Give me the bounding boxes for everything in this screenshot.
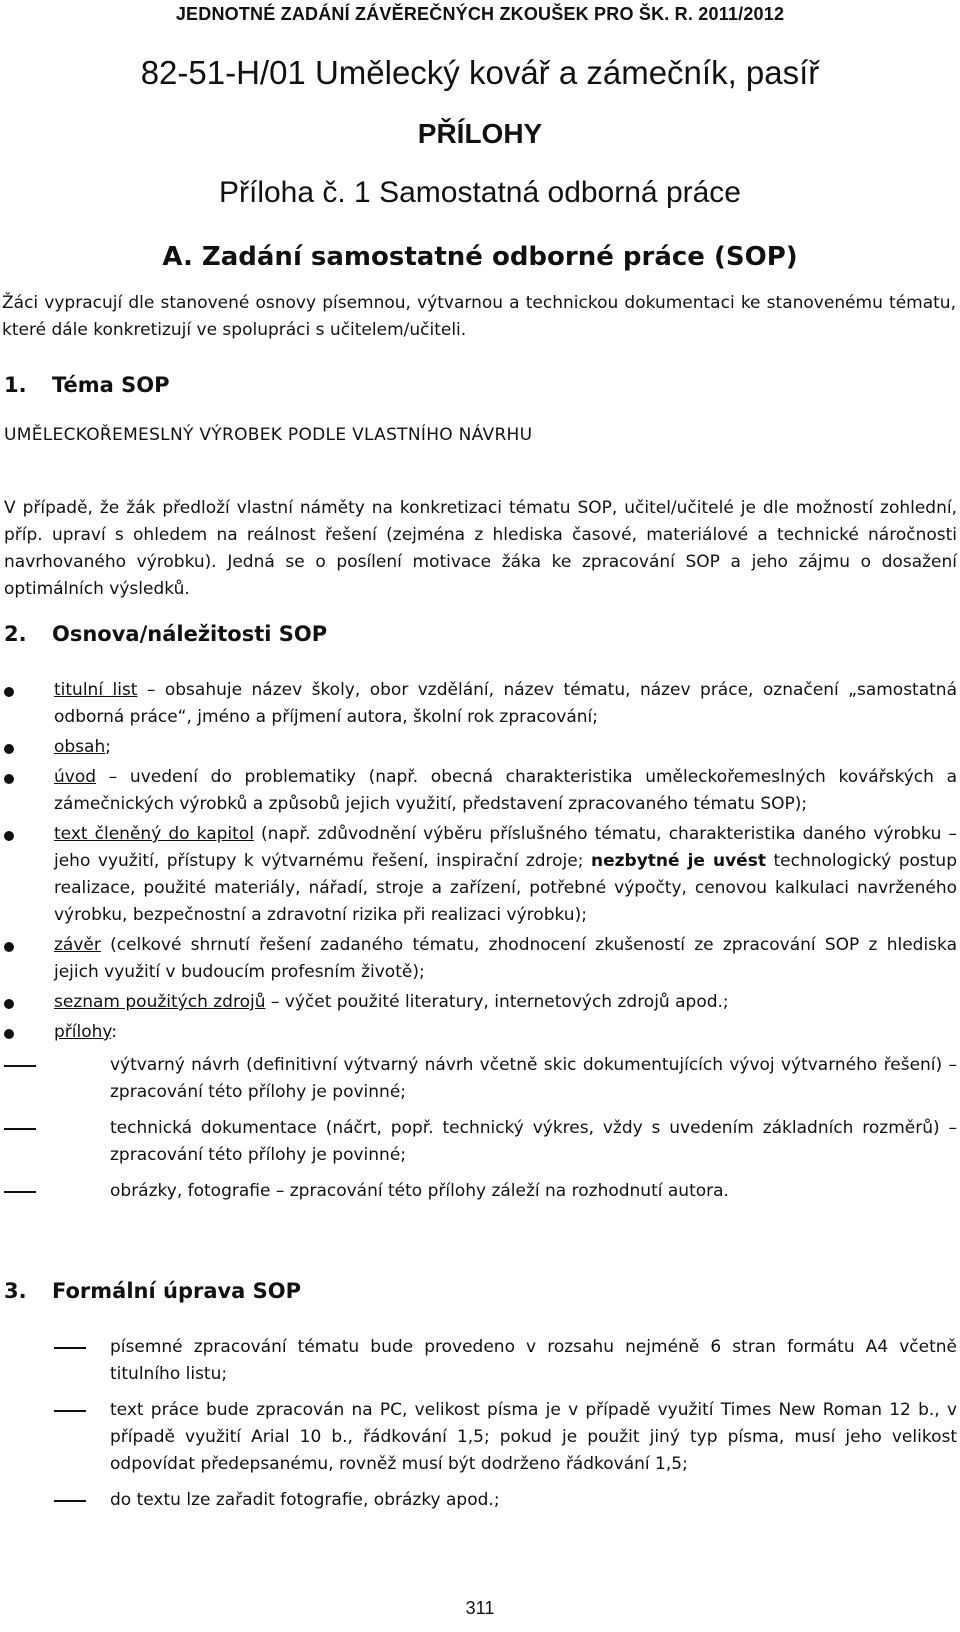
section-2-number: 2. (4, 622, 27, 646)
section-3-number: 3. (4, 1279, 27, 1303)
item-term: seznam použitých zdrojů (54, 992, 266, 1012)
sub-list-item (54, 1052, 957, 1106)
item-term: titulní list (54, 680, 138, 700)
item-text: (celkové shrnutí řešení zadaného tématu, zhodnocení zkušeností ze zpracování SOP z hlediska jejich využití v budoucím profesním životě); (54, 935, 957, 982)
intro-paragraph: Žáci vypracují dle stanovené osnovy písemnou, výtvarnou a technickou dokumentaci ke stanovenému tématu, které dále konkretizují ve spolupráci s učitelem/učiteli. (2, 293, 956, 340)
appendix-sublist (54, 1052, 957, 1205)
list-item (54, 1334, 957, 1388)
item-bold-text: nezbytné je uvést (591, 851, 766, 871)
bullet-icon (4, 1029, 14, 1039)
list-item (4, 677, 957, 731)
list-item (4, 734, 957, 761)
list-item (4, 1019, 957, 1205)
list-item (4, 989, 957, 1016)
sub-item-text: obrázky, fotografie – zpracování této přílohy záleží na rozhodnutí autora. (110, 1181, 729, 1201)
list-item (4, 764, 957, 818)
item-text: – výčet použité literatury, internetových zdrojů apod.; (265, 992, 729, 1012)
list-item (4, 932, 957, 986)
section-2-title: Osnova/náležitosti SOP (52, 622, 328, 646)
item-text: technologický postup realizace, použité materiály, nářadí, stroje a zařízení, potřebné výpočty, cenovou kalkulaci navrženého výrobku, bezpečnostní a zdravotní rizika při realizaci výrobku); (54, 851, 957, 925)
item-text: – obsahuje název školy, obor vzdělání, název tématu, název práce, označení „samostatná odborná práce“, jméno a příjmení autora, školní rok zpracování; (54, 680, 957, 727)
bullet-icon (4, 831, 14, 841)
bullet-icon (4, 744, 14, 754)
dash-icon (4, 1065, 36, 1067)
item-text: ; (105, 737, 111, 757)
list-item (54, 1487, 957, 1514)
formal-requirements-list (54, 1334, 957, 1523)
item-term: závěr (54, 935, 101, 955)
exam-header: JEDNOTNÉ ZADÁNÍ ZÁVĚREČNÝCH ZKOUŠEK PRO ŠK. R. 2011/2012 (175, 4, 785, 24)
section-1-paragraph: V případě, že žák předloží vlastní náměty na konkretizaci tématu SOP, učitel/učitelé je dle možností zohlední, příp. upraví s ohledem na reálnost řešení (zejména z hlediska časové, materiálové a technické náročnosti navrhovaného výrobku). Jedná se o posílení motivace žáka ke zpracování SOP a jeho zájmu o dosažení optimálních výsledků. (4, 498, 957, 599)
list-item (54, 1397, 957, 1478)
item-text: (např. zdůvodnění výběru příslušného tématu, charakteristika daného výrobku – jeho využití, přístupy k výtvarnému řešení, inspirační zdroje; (54, 824, 957, 871)
item-term: úvod (54, 767, 97, 787)
bullet-icon (4, 999, 14, 1009)
bullet-icon (4, 774, 14, 784)
dash-icon (54, 1500, 86, 1502)
appendix-title: Příloha č. 1 Samostatná odborná práce (219, 176, 741, 209)
item-text: písemné zpracování tématu bude provedeno v rozsahu nejméně 6 stran formátu A4 včetně titulního listu; (110, 1337, 957, 1384)
item-term: obsah (54, 737, 106, 757)
section-2-heading (4, 622, 327, 646)
page-number: 311 (465, 1598, 495, 1618)
item-text: text práce bude zpracován na PC, velikost písma je v případě využití Times New Roman 12 b., v případě využití Arial 10 b., řádkování 1,5; pokud je použit jiný typ písma, musí jeho velikost odpovídat předepsanému, rovněž musí být dodrženo řádkování 1,5; (110, 1400, 957, 1474)
sub-list-item (54, 1115, 957, 1169)
section-a-heading: A. Zadání samostatné odborné práce (SOP) (162, 242, 798, 272)
appendices-heading: PŘÍLOHY (417, 118, 543, 149)
dash-icon (54, 1347, 86, 1349)
section-1-heading (4, 373, 170, 397)
field-of-study-title: 82-51-H/01 Umělecký kovář a zámečník, pasíř (140, 54, 820, 91)
item-term: text členěný do kapitol (54, 824, 254, 844)
sub-list-item (54, 1178, 957, 1205)
item-text: do textu lze zařadit fotografie, obrázky apod.; (110, 1490, 500, 1510)
outline-list (4, 677, 957, 1214)
bullet-icon (4, 687, 14, 697)
dash-icon (4, 1191, 36, 1193)
section-1-title: Téma SOP (52, 373, 170, 397)
sub-item-text: výtvarný návrh (definitivní výtvarný návrh včetně skic dokumentujících vývoj výtvarného řešení) – zpracování této přílohy je povinné; (110, 1055, 957, 1102)
item-term: přílohy (54, 1022, 112, 1042)
section-1-number: 1. (4, 373, 27, 397)
section-3-title: Formální úprava SOP (52, 1279, 302, 1303)
bullet-icon (4, 942, 14, 952)
dash-icon (54, 1410, 86, 1412)
list-item (4, 821, 957, 929)
topic-caps-title: UMĚLECKOŘEMESLNÝ VÝROBEK PODLE VLASTNÍHO NÁVRHU (4, 425, 533, 445)
section-3-heading (4, 1279, 301, 1303)
item-text: : (111, 1022, 117, 1042)
sub-item-text: technická dokumentace (náčrt, popř. technický výkres, vždy s uvedením základních rozměrů) – zpracování této přílohy je povinné; (110, 1118, 957, 1165)
dash-icon (4, 1128, 36, 1130)
item-text: – uvedení do problematiky (např. obecná charakteristika uměleckořemeslných kovářských a zámečnických výrobků a způsobů jejich využití, představení zpracovaného tématu SOP); (54, 767, 957, 814)
